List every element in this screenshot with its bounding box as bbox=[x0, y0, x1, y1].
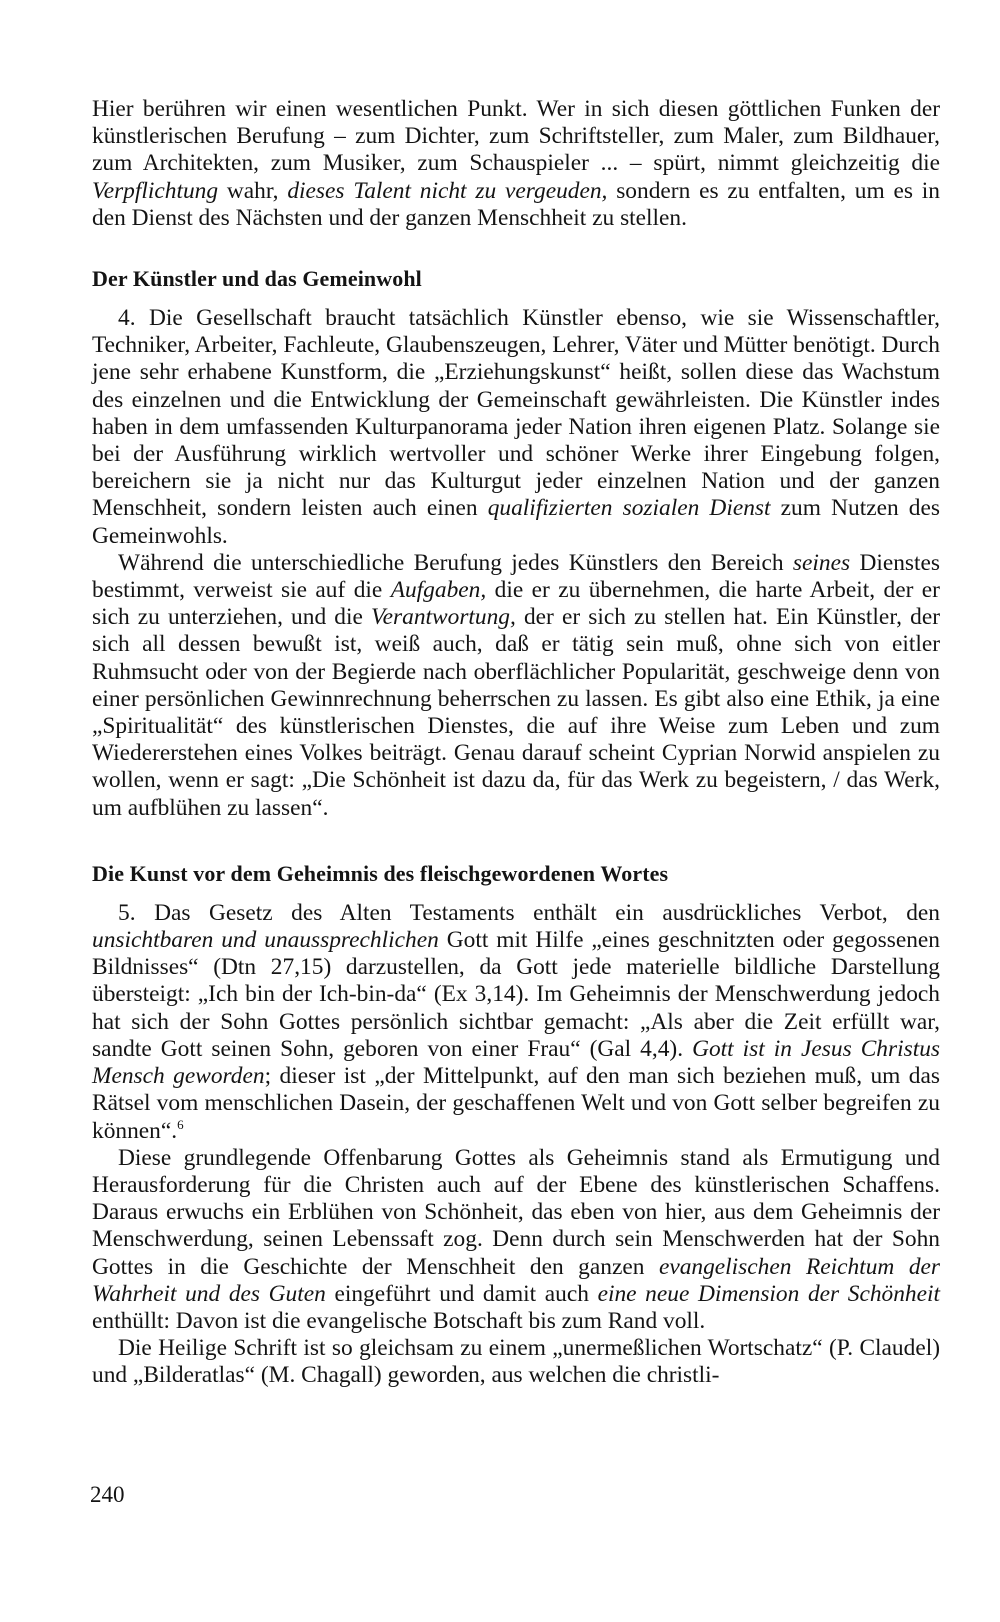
text-run-italic: Gott ist in Jesus Christus Mensch geworden bbox=[92, 1035, 940, 1090]
text-run: eingeführt und damit auch bbox=[325, 1280, 598, 1307]
paragraph-5-continued bbox=[92, 1145, 940, 1335]
text-run-italic: dieses Talent nicht zu vergeuden, bbox=[287, 177, 608, 204]
text-run: ; dieser ist „der Mittelpunkt, auf den man sich beziehen muß, um das Rätsel vom menschlichen Dasein, der geschaffenen Welt und von Gott selber begreifen zu können“. bbox=[92, 1063, 940, 1144]
text-run-italic: Verantwortung, bbox=[370, 604, 516, 631]
text-column bbox=[92, 96, 940, 1390]
text-run: zum Nutzen des Gemeinwohls. bbox=[92, 495, 940, 549]
paragraph-5-final bbox=[92, 1335, 940, 1389]
text-run: sondern es zu entfalten, um es in den Dienst des Nächsten und der ganzen Menschheit zu stellen. bbox=[92, 177, 940, 231]
text-run: Während die unterschiedliche Berufung jedes Künstlers den Bereich bbox=[118, 549, 793, 576]
paragraph-1 bbox=[92, 96, 940, 232]
text-run: Hier berühren wir einen wesentlichen Punkt. Wer in sich diesen göttlichen Funken der künstlerischen Berufung – zum Dichter, zum Schriftsteller, zum Maler, zum Bildhauer, zum Architekten, zum Musiker, zum Schauspieler ... – spürt, nimmt gleichzeitig die bbox=[92, 96, 940, 177]
section-heading-kuenstler-gemeinwohl: Der Künstler und das Gemeinwohl bbox=[92, 266, 422, 292]
text-run: der er sich zu stellen hat. Ein Künstler, der sich all dessen bewußt ist, weiß auch, daß er tätig sein muß, ohne sich von eitler Ruhmsucht oder von der Begierde nach oberflächlicher Popularität, geschweige denn von einer persönlichen Gewinnrechnung beherrschen zu lassen. Es gibt also eine Ethik, ja eine „Spiritualität“ des künstlerischen Dienstes, die auf ihre Weise zum Leben und zum Wiedererstehen eines Volkes beiträgt. Genau darauf scheint Cyprian Norwid anspielen zu wollen, wenn er sagt: „Die Schönheit ist dazu da, für das Werk zu begeistern, / das Werk, um aufblühen zu lassen“. bbox=[92, 604, 940, 821]
footnote-marker: 6 bbox=[177, 1116, 184, 1132]
text-run-italic: Verpflichtung bbox=[92, 177, 219, 204]
page-number: 240 bbox=[90, 1482, 125, 1507]
text-run: 5. Das Gesetz des Alten Testaments enthält ein ausdrückliches Verbot, den bbox=[118, 899, 940, 926]
paragraph-4-continued bbox=[92, 550, 940, 822]
text-run: Die Heilige Schrift ist so gleichsam zu einem „unermeßlichen Wortschatz“ (P. Claudel) und „Bilderatlas“ (M. Chagall) geworden, aus welchen die christli- bbox=[92, 1335, 940, 1389]
text-run: wahr, bbox=[218, 177, 288, 204]
text-run: Diese grundlegende Offenbarung Gottes als Geheimnis stand als Ermutigung und Herausforderung für die Christen auch auf der Ebene des künstlerischen Schaffens. Daraus erwuchs ein Erblühen von Schönheit, das eben von hier, aus dem Geheimnis der Menschwerdung, seinen Lebenssaft zog. Denn durch sein Menschwerden hat der Sohn Gottes in die Geschichte der Menschheit den ganzen bbox=[92, 1144, 940, 1280]
text-run: Dienstes bestimmt, verweist sie auf die bbox=[92, 549, 940, 604]
text-run-italic: seines bbox=[792, 549, 851, 576]
text-run-italic: Aufgaben, bbox=[390, 577, 487, 604]
text-run: Gott mit Hilfe „eines geschnitzten oder gegossenen Bildnisses“ (Dtn 27,15) darzustellen, da Gott jede materielle bildliche Darstellung übersteigt: „Ich bin der Ich-bin-da“ (Ex 3,14). Im Geheimnis der Menschwerdung jedoch hat sich der Sohn Gottes persönlich sichtbar gemacht: „Als aber die Zeit erfüllt war, sandte Gott seinen Sohn, geboren von einer Frau“ (Gal 4,4). bbox=[92, 927, 940, 1062]
paragraph-5 bbox=[92, 900, 940, 1145]
text-run: enthüllt: Davon ist die evangelische Botschaft bis zum Rand voll. bbox=[92, 1307, 706, 1334]
text-run: 4. Die Gesellschaft braucht tatsächlich Künstler ebenso, wie sie Wissenschaftler, Techniker, Arbeiter, Fachleute, Glaubenszeugen, Lehrer, Väter und Mütter benötigt. Durch jene sehr erhabene Kunstform, die „Erziehungskunst“ heißt, sollen diese das Wachstum des einzelnen und die Entwicklung der Gemeinschaft gewährleisten. Die Künstler indes haben in dem umfassenden Kulturpanorama jeder Nation ihren eigenen Platz. Solange sie bei der Ausführung wirklich wertvoller und schöner Werke ihrer Eingebung folgen, bereichern sie ja nicht nur das Kulturgut jeder einzelnen Nation und der ganzen Menschheit, sondern leisten auch einen bbox=[92, 305, 940, 522]
text-run-italic: eine neue Dimension der Schönheit bbox=[597, 1280, 940, 1307]
paragraph-4 bbox=[92, 305, 940, 550]
section-heading-kunst-geheimnis: Die Kunst vor dem Geheimnis des fleischgewordenen Wortes bbox=[92, 860, 669, 886]
text-run-italic: unsichtbaren und unaussprechlichen bbox=[92, 927, 439, 954]
text-run-italic: qualifizierten sozialen Dienst bbox=[487, 495, 771, 522]
text-run-italic: evangelischen Reichtum der Wahrheit und des Guten bbox=[92, 1253, 940, 1307]
text-run: die er zu übernehmen, die harte Arbeit, der er sich zu unterziehen, und die bbox=[92, 577, 940, 631]
